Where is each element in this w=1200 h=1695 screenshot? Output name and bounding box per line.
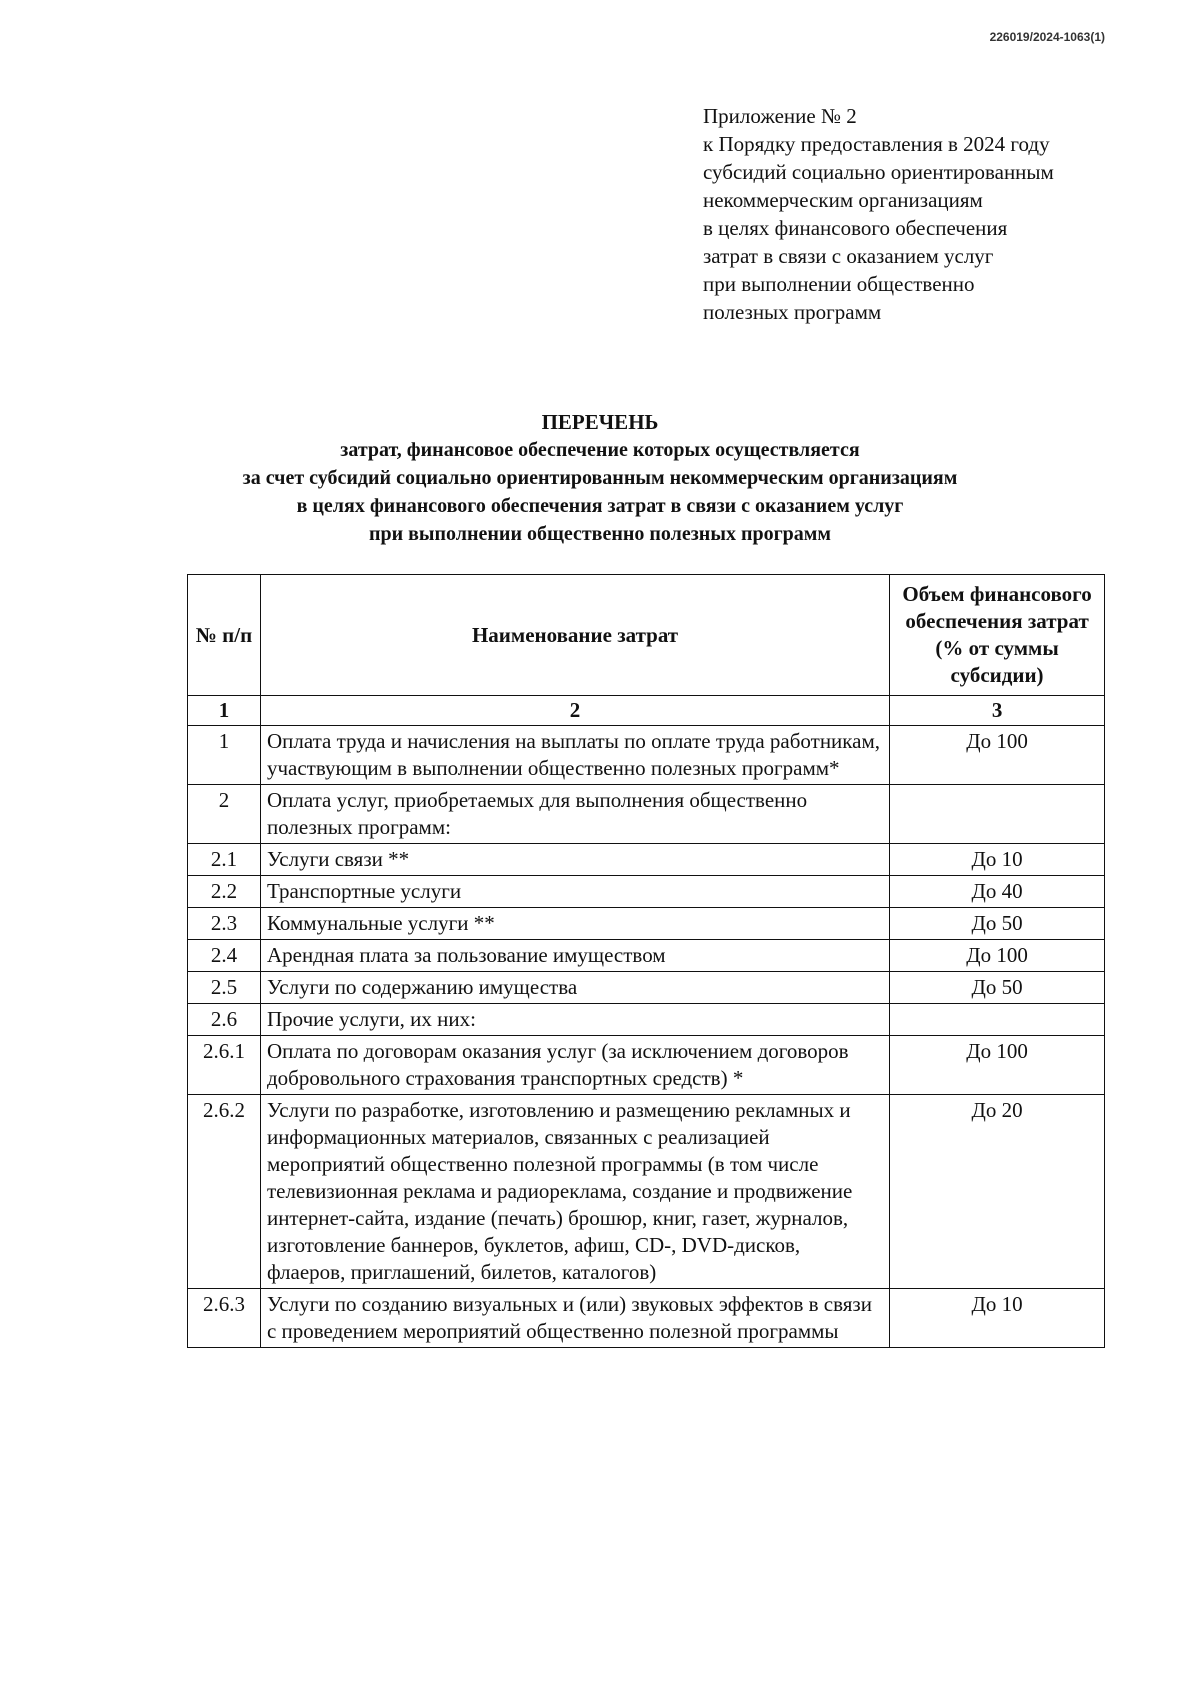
row-value: До 20 [890, 1095, 1105, 1289]
row-value: До 50 [890, 908, 1105, 940]
row-number: 2.6.2 [188, 1095, 261, 1289]
title-line: в целях финансового обеспечения затрат в связи с оказанием услуг [296, 495, 904, 517]
table-row [188, 972, 1105, 1004]
table-row [188, 844, 1105, 876]
appendix-line: затрат в связи с оказанием услуг [703, 244, 994, 268]
appendix-line: полезных программ [703, 300, 882, 324]
table-row [188, 785, 1105, 844]
row-name: Транспортные услуги [260, 876, 889, 908]
appendix-line: Приложение № 2 [703, 104, 857, 128]
row-name: Арендная плата за пользование имуществом [260, 940, 889, 972]
row-number: 2.6 [188, 1004, 261, 1036]
row-value [890, 1004, 1105, 1036]
table-row [188, 1095, 1105, 1289]
row-name: Прочие услуги, их них: [260, 1004, 889, 1036]
row-number: 2.4 [188, 940, 261, 972]
index-cell: 3 [890, 696, 1105, 726]
table-row [188, 908, 1105, 940]
header-name: Наименование затрат [260, 575, 889, 696]
row-name: Коммунальные услуги ** [260, 908, 889, 940]
row-name: Оплата труда и начисления на выплаты по оплате труда работникам, участвующим в выполнении общественно полезных программ* [260, 726, 889, 785]
table-row [188, 1004, 1105, 1036]
row-name: Услуги по разработке, изготовлению и размещению рекламных и информационных материалов, связанных с реализацией мероприятий общественно полезной программы (в том числе телевизионная реклама и радиореклама, создание и продвижение интернет-сайта, издание (печать) брошюр, книг, газет, журналов, изготовление баннеров, буклетов, афиш, CD-, DVD-дисков, флаеров, приглашений, билетов, каталогов) [260, 1095, 889, 1289]
row-value: До 10 [890, 1289, 1105, 1348]
header-volume: Объем финансового обеспечения затрат (% от суммы субсидии) [890, 575, 1105, 696]
appendix-line: некоммерческим организациям [703, 188, 983, 212]
table-row [188, 940, 1105, 972]
table-row [188, 1036, 1105, 1095]
row-number: 2.6.1 [188, 1036, 261, 1095]
row-name: Услуги связи ** [260, 844, 889, 876]
index-cell: 1 [188, 696, 261, 726]
row-number: 2.5 [188, 972, 261, 1004]
row-name: Оплата по договорам оказания услуг (за исключением договоров добровольного страхования транспортных средств) * [260, 1036, 889, 1095]
row-name: Услуги по содержанию имущества [260, 972, 889, 1004]
row-number: 2.3 [188, 908, 261, 940]
row-name: Оплата услуг, приобретаемых для выполнения общественно полезных программ: [260, 785, 889, 844]
row-number: 2.2 [188, 876, 261, 908]
title-line: затрат, финансовое обеспечение которых осуществляется [340, 439, 860, 461]
document-title [0, 408, 1200, 548]
table-header-row [188, 575, 1105, 696]
row-number: 2.1 [188, 844, 261, 876]
table-row [188, 876, 1105, 908]
index-cell: 2 [260, 696, 889, 726]
page-title: ПЕРЕЧЕНЬ [541, 410, 659, 434]
header-num: № п/п [188, 575, 261, 696]
title-line: за счет субсидий социально ориентированным некоммерческим организациям [242, 467, 958, 489]
table-index-row [188, 696, 1105, 726]
appendix-line: субсидий социально ориентированным [703, 160, 1054, 184]
row-value: До 50 [890, 972, 1105, 1004]
row-number: 2.6.3 [188, 1289, 261, 1348]
appendix-line: в целях финансового обеспечения [703, 216, 1008, 240]
appendix-line: при выполнении общественно [703, 272, 975, 296]
table-row [188, 726, 1105, 785]
row-number: 2 [188, 785, 261, 844]
row-value [890, 785, 1105, 844]
row-value: До 100 [890, 940, 1105, 972]
table-row [188, 1289, 1105, 1348]
row-value: До 10 [890, 844, 1105, 876]
title-line: при выполнении общественно полезных программ [368, 523, 832, 545]
row-value: До 40 [890, 876, 1105, 908]
appendix-header [703, 102, 1054, 326]
row-number: 1 [188, 726, 261, 785]
costs-table [187, 574, 1105, 1348]
row-name: Услуги по созданию визуальных и (или) звуковых эффектов в связи с проведением мероприятий общественно полезной программы [260, 1289, 889, 1348]
appendix-line: к Порядку предоставления в 2024 году [703, 132, 1050, 156]
row-value: До 100 [890, 726, 1105, 785]
document-number: 226019/2024-1063(1) [989, 30, 1105, 44]
row-value: До 100 [890, 1036, 1105, 1095]
